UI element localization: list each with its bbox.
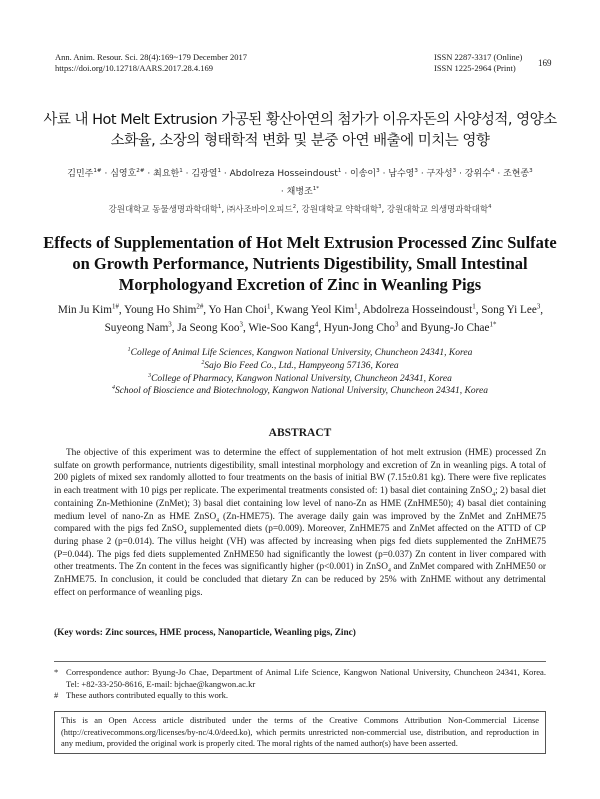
doi-link[interactable]: https://doi.org/10.12718/AARS.2017.28.4.169: [55, 63, 214, 73]
keywords: (Key words: Zinc sources, HME process, Nanoparticle, Weanling pigs, Zinc): [54, 628, 356, 638]
author-mark: 3: [536, 302, 541, 311]
footnote-mark: *: [54, 667, 59, 677]
author-mark: 3: [394, 320, 399, 329]
author-mark: 1: [267, 302, 271, 311]
author-mark: 1*: [312, 186, 320, 192]
english-author-name: Young Ho Shim: [124, 304, 197, 316]
english-author-name: Byung-Jo Chae: [420, 322, 490, 334]
english-author-name: Song Yi Lee: [481, 304, 537, 316]
abstract-part-4: supplemented diets (p=0.009). Moreover, ZnHME75 and ZnMet affected on the ATTD of CP during phase 2 (p=0.014). The villus height (VH) was affected by increasing when pigs fed diets supplemented the ZnHME75 (P=0.044). The pigs fed diets supplemented ZnHME50 had significantly the lowest (p=0.037) Zn content in liver compared with other treatments. The Zn content in the feces was significantly higher (p<0.001) in ZnSO: [54, 524, 546, 573]
affiliation-mark: 1: [217, 204, 222, 211]
affiliation-text: Sajo Bio Feed Co., Ltd., Hampyeong 57136, Korea: [204, 360, 399, 371]
abstract-heading: ABSTRACT: [268, 427, 332, 439]
footnote-equal-contribution: [54, 690, 546, 702]
affiliation-mark: 3: [148, 372, 152, 379]
issn-print: ISSN 1225-2964 (Print): [434, 63, 516, 73]
subscript-4: 4: [387, 568, 391, 575]
korean-author-name: 이송이: [350, 169, 377, 179]
korean-author-name: 남수영: [388, 169, 415, 179]
korean-author-name: 김광열: [191, 169, 218, 179]
korean-author-name: 조현종: [503, 169, 530, 179]
korean-author-name: 채병조: [286, 187, 313, 197]
affiliation-item: [40, 360, 560, 373]
affiliation-text: College of Animal Life Sciences, Kangwon National University, Chuncheon 24341, Korea: [130, 348, 473, 358]
footnote-correspondence: [54, 667, 546, 690]
korean-authors: 김민주$^{1\#}$ · 심영호$^{2\#}$ · 최요한$^1$ · 김광열$^1$ · Abdolreza Hosseindoust$^1$ · 이송이$^3$ · 남수영$^3$ · 구자성$^3$ · 강위수$^4$ · 조현종$^3$ · 채병조$^{1*}$: [67, 168, 533, 197]
affiliation-mark: 4: [488, 204, 492, 211]
author-mark: 4: [314, 320, 319, 329]
abstract-part-3: (Zn-HME75). The average daily gain was improved by the ZnMet and ZnHME75 compared with the pigs fed ZnSO: [54, 511, 546, 535]
issn-block: [434, 52, 522, 74]
korean-affiliation-name: ㈜사조바이오피드: [226, 205, 293, 215]
author-mark: 1#: [111, 302, 119, 311]
author-mark: 1*: [489, 320, 497, 329]
footnote-divider: [54, 661, 546, 662]
affiliation-mark: 1: [127, 346, 131, 353]
english-author-name: Yo Han Choi: [208, 304, 268, 316]
author-mark: 2#: [196, 302, 204, 311]
korean-author-name: 최요한: [153, 169, 180, 179]
author-mark: 3: [452, 168, 457, 174]
korean-author-name: Abdolreza Hosseindoust: [229, 169, 338, 179]
author-mark: 3: [239, 320, 243, 329]
author-mark: 1: [337, 168, 342, 174]
footnotes: [54, 667, 546, 702]
affiliation-text: College of Pharmacy, Kangwon National University, Chuncheon 24341, Korea: [151, 373, 452, 384]
affiliation-item: [40, 347, 560, 360]
affiliation-mark: 3: [378, 204, 382, 211]
open-access-license: This is an Open Access article distributed under the terms of the Creative Commons Attribution Non-Commercial License (http://creativecommons.org/licenses/by-nc/4.0/deed.ko), which permits unrestricted non-commercial use, distribution, and reproduction in any medium, provided the original work is properly cited. The moral rights of the named author(s) have been asserted.: [54, 711, 546, 754]
author-mark: 2#: [136, 168, 145, 174]
korean-affiliation-name: 강원대학교 의생명과학대학: [386, 205, 489, 215]
abstract-part-2: ; 2) basal diet containing Zn-Methionine (ZnMet); 3) basal diet containing low level of nano-Zn as HME (ZnHME50); 4) basal diet containing medium level of nano-Zn as HME ZnSO: [54, 486, 546, 522]
footnote-text: Correspondence author: Byung-Jo Chae, Department of Animal Life Science, Kangwon National University, Chuncheon 24341, Korea. Tel: +82-33-250-8616, E-mail: bjchae@kangwon.ac.kr: [66, 667, 546, 689]
author-mark: 1: [217, 168, 222, 174]
subscript-4: 4: [492, 491, 496, 498]
english-title: Effects of Supplementation of Hot Melt Extrusion Processed Zinc Sulfate on Growth Performance, Nutrients Digestibility, Small Intestinal Morphologyand Excretion of Zinc in Weanling Pigs: [43, 233, 557, 294]
footnote-text: These authors contributed equally to this work.: [66, 690, 229, 701]
journal-header: [55, 52, 247, 74]
korean-author-name: 강위수: [464, 169, 491, 179]
english-author-name: Wie-Soo Kang: [248, 322, 315, 334]
issn-online: ISSN 2287-3317 (Online): [434, 52, 523, 62]
author-mark: 1#: [93, 168, 102, 174]
affiliation-text: School of Bioscience and Biotechnology, Kangwon National University, Chuncheon 24341, Korea: [114, 386, 488, 397]
journal-citation: Ann. Anim. Resour. Sci. 28(4):169~179 December 2017: [55, 52, 248, 62]
author-mark: 3: [414, 168, 418, 174]
affiliation-item: [40, 385, 560, 398]
english-author-name: Suyeong Nam: [104, 322, 169, 334]
affiliation-item: [40, 373, 560, 386]
affiliation-mark: 4: [112, 385, 115, 392]
author-mark: 3: [168, 320, 172, 329]
author-mark: 3: [529, 168, 533, 174]
author-mark: 3: [376, 168, 380, 174]
author-conjunction: and: [401, 322, 418, 334]
korean-author-name: 김민주: [67, 169, 94, 179]
korean-author-name: 구자성: [426, 169, 453, 179]
abstract-text: [54, 447, 546, 599]
subscript-4: 4: [216, 517, 220, 524]
korean-affiliation-name: 강원대학교 동물생명과학대학: [108, 205, 218, 215]
english-author-name: Abdolreza Hosseindoust: [362, 304, 473, 316]
korean-title-line-1: 사료 내 Hot Melt Extrusion 가공된 황산아연의 첨가가 이유자돈의 사양성적, 영양소: [43, 112, 557, 128]
abstract-part-5: and ZnMet compared with ZnHME50 or ZnHME75. In conclusion, it could be concluded that dietary Zn can be reduced by 25% with ZnHME without any detrimental effect on performance of weanling pigs.: [54, 562, 546, 598]
author-mark: 4: [490, 168, 495, 174]
english-author-name: Ja Seong Koo: [177, 322, 240, 334]
author-mark: 1: [472, 302, 476, 311]
subscript-4: 4: [183, 530, 187, 537]
korean-affiliations: 강원대학교 동물생명과학대학$^1$, ㈜사조바이오피드$^2$, 강원대학교 약학대학$^3$, 강원대학교 의생명과학대학$^4$: [108, 204, 492, 215]
english-author-name: Hyun-Jong Cho: [323, 322, 395, 334]
author-mark: 1: [179, 168, 183, 174]
affiliation-mark: 2: [292, 204, 297, 211]
affiliation-list: [40, 347, 560, 398]
korean-title: [30, 110, 570, 152]
korean-author-name: 심영호: [110, 169, 137, 179]
affiliation-mark: 2: [201, 359, 205, 366]
korean-title-line-2: 소화율, 소장의 형태학적 변화 및 분중 아연 배출에 미치는 영향: [110, 133, 490, 149]
author-mark: 1: [354, 302, 358, 311]
english-author-name: Kwang Yeol Kim: [276, 304, 355, 316]
abstract-part-1: The objective of this experiment was to determine the effect of supplementation of hot melt extrusion (HME) processed Zn sulfate on growth performance, nutrients digestibility, small intestinal morphology and excretion of Zn in weanling pigs. A total of 200 piglets of mixed sex randomly allotted to four treatments on the basis of initial BW (7.15±0.81 kg). There were five replicates in each treatment with 10 pigs per replicate. The experimental treatments consisted of: 1) basal diet containing ZnSO: [54, 448, 546, 497]
page-number: 169: [538, 58, 552, 68]
korean-affiliation-name: 강원대학교 약학대학: [301, 205, 379, 215]
footnote-mark: #: [54, 690, 59, 701]
english-author-name: Min Ju Kim: [57, 304, 112, 316]
english-authors: Min Ju Kim$^{1\#}$, Young Ho Shim$^{2\#}$, Yo Han Choi$^1$, Kwang Yeol Kim$^1$, Abdolreza Hosseindoust$^1$, Song Yi Lee$^3$, Suyeong Nam$^3$, Ja Seong Koo$^3$, Wie-Soo Kang$^4$, Hyun-Jong Cho$^3$ and Byung-Jo Chae$^{1*}$: [57, 302, 544, 334]
